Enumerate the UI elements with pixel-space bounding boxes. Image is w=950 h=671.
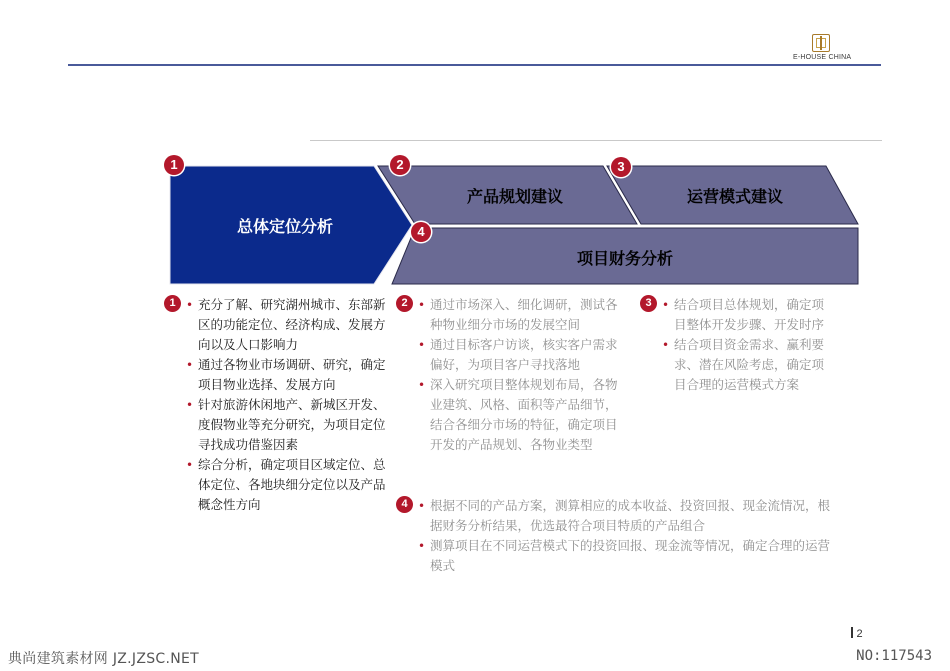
arrow-4-label: 项目财务分析 <box>576 249 673 268</box>
section-2-number-badge: 2 <box>396 295 413 312</box>
list-item: • 充分了解、研究湖州城市、东部新区的功能定位、经济构成、发展方向以及人口影响力 <box>186 295 386 355</box>
list-item: • 通过目标客户访谈，核实客户需求偏好，为项目客户寻找落地 <box>418 335 624 375</box>
page-number-divider <box>851 627 853 638</box>
page-number <box>851 627 863 640</box>
company-logo-text: E-HOUSE CHINA <box>793 54 852 61</box>
page-number-value: 2 <box>856 628 863 640</box>
arrow-1-label: 总体定位分析 <box>236 217 333 236</box>
list-item: • 综合分析，确定项目区域定位、总体定位、各地块细分定位以及产品概念性方向 <box>186 455 386 515</box>
list-item: • 通过各物业市场调研、研究，确定项目物业选择、发展方向 <box>186 355 386 395</box>
arrow-1-number-badge: 1 <box>164 155 184 175</box>
list-item: • 通过市场深入、细化调研，测试各种物业细分市场的发展空间 <box>418 295 624 335</box>
list-item: • 测算项目在不同运营模式下的投资回报、现金流等情况，确定合理的运营模式 <box>418 536 840 576</box>
arrow-3-number-badge: 3 <box>611 157 631 177</box>
section-4-number-badge: 4 <box>396 496 413 513</box>
section-3-number-badge: 3 <box>640 295 657 312</box>
arrow-4-number-badge: 4 <box>411 222 431 242</box>
section-1-bullet-list <box>186 295 386 515</box>
list-item: • 结合项目总体规划，确定项目整体开发步骤、开发时序 <box>662 295 824 335</box>
watermark-site: 典尚建筑素材网 JZ.JZSC.NET <box>8 651 200 667</box>
list-item: • 结合项目资金需求、赢利要求、潜在风险考虑，确定项目合理的运营模式方案 <box>662 335 824 395</box>
list-item: • 深入研究项目整体规划布局，各物业建筑、风格、面积等产品细节，结合各细分市场的特征，确定项目开发的产品规划、各物业类型 <box>418 375 624 455</box>
watermark-id: NO:117543 <box>856 648 932 664</box>
section-1-number-badge: 1 <box>164 295 181 312</box>
list-item: • 针对旅游休闲地产、新城区开发、度假物业等充分研究，为项目定位寻找成功借鉴因素 <box>186 395 386 455</box>
section-4-bullet-list <box>418 496 840 576</box>
arrow-3-label: 运营模式建议 <box>686 187 783 206</box>
section-3-bullet-list <box>662 295 824 395</box>
list-item: • 根据不同的产品方案，测算相应的成本收益、投资回报、现金流情况，根据财务分析结果，优选最符合项目特质的产品组合 <box>418 496 840 536</box>
arrow-2-number-badge: 2 <box>390 155 410 175</box>
arrow-2-label: 产品规划建议 <box>466 187 563 206</box>
section-2-bullet-list <box>418 295 624 455</box>
